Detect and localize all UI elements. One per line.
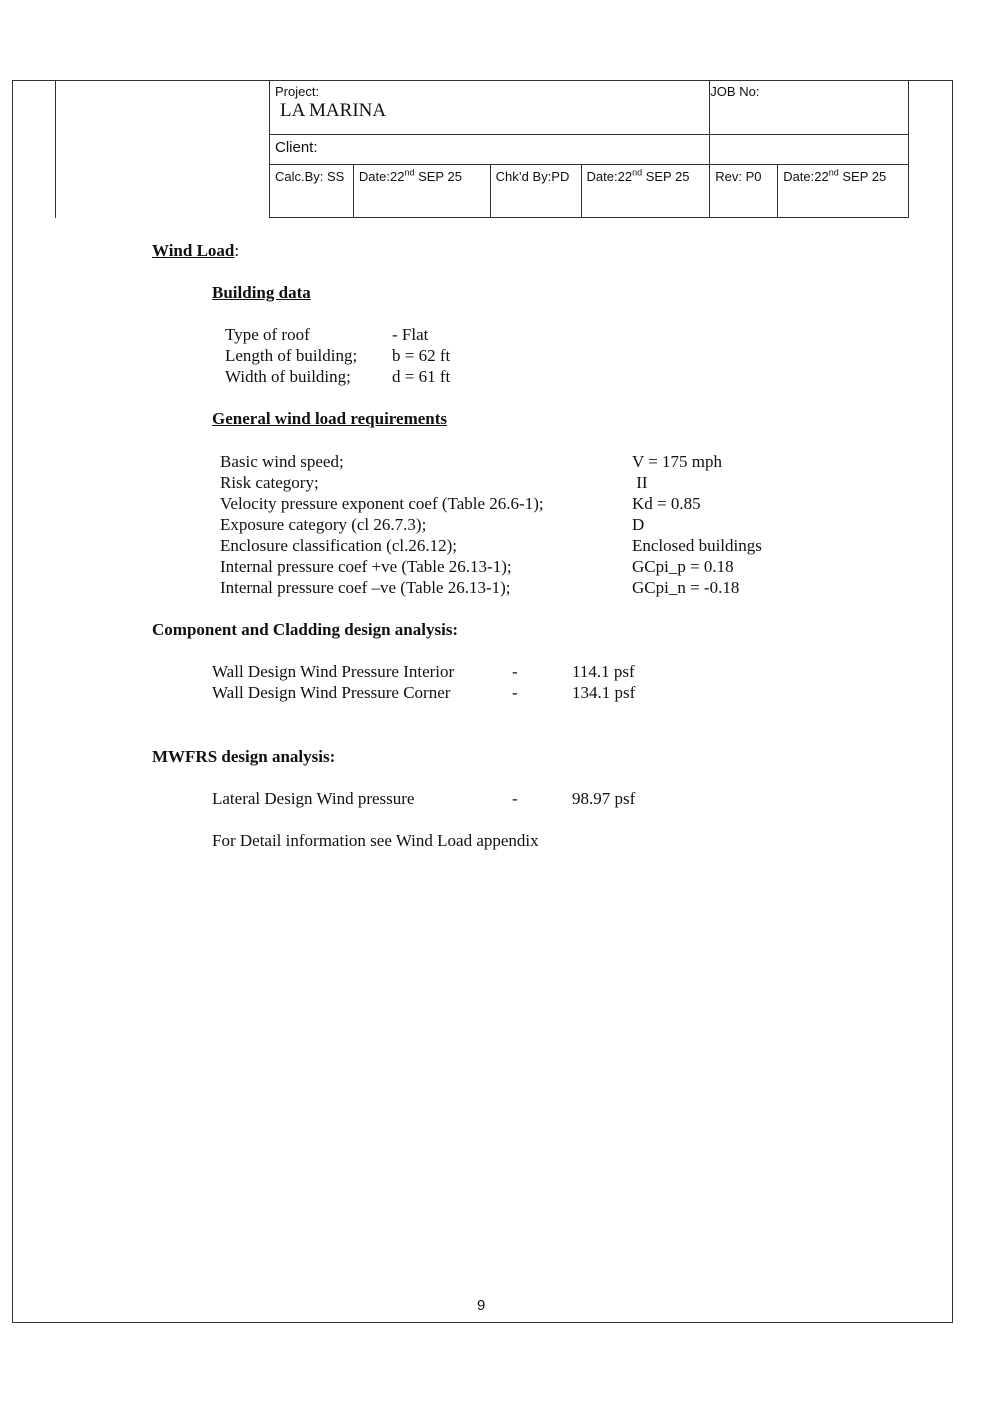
- date-calc: Date:22nd SEP 25: [358, 167, 462, 184]
- client-cell: [270, 135, 710, 165]
- cladding-value-0: 114.1 psf: [572, 662, 635, 681]
- cladding-dash-1: -: [512, 683, 518, 702]
- calc-by-cell: [270, 165, 354, 218]
- calc-by: Calc.By: SS: [275, 169, 345, 184]
- cladding-heading: Component and Cladding design analysis:: [152, 620, 459, 639]
- date2-cell: [581, 165, 710, 218]
- revision: Rev: P0: [715, 169, 762, 184]
- mwfrs-heading: MWFRS design analysis:: [152, 747, 336, 766]
- general-heading: General wind load requirements: [212, 409, 448, 428]
- job-label: JOB No:: [710, 84, 760, 99]
- checked-by: Chk’d By:PD: [495, 169, 570, 184]
- general-label-5: Internal pressure coef +ve (Table 26.13-1);: [220, 557, 512, 576]
- project-label: Project:: [275, 84, 320, 99]
- mwfrs-label-0: Lateral Design Wind pressure: [212, 789, 415, 808]
- general-value-4: Enclosed buildings: [632, 536, 762, 555]
- cladding-value-1: 134.1 psf: [572, 683, 636, 702]
- wind-load-colon: :: [234, 241, 240, 260]
- general-label-0: Basic wind speed;: [220, 452, 344, 471]
- general-label-3: Exposure category (cl 26.7.3);: [220, 515, 427, 534]
- cladding-label-0: Wall Design Wind Pressure Interior: [212, 662, 455, 681]
- mwfrs-dash-0: -: [512, 789, 518, 808]
- rev-cell: [710, 165, 778, 218]
- general-value-6: GCpi_n = -0.18: [632, 578, 740, 597]
- building-label-0: Type of roof: [225, 325, 310, 344]
- building-value-2: d = 61 ft: [392, 367, 451, 386]
- project-cell: [270, 81, 710, 135]
- general-value-1: II: [632, 473, 648, 492]
- client-label: Client:: [275, 139, 318, 156]
- page-number: 9: [477, 1297, 486, 1314]
- client-value-cell: [710, 135, 909, 165]
- general-label-1: Risk category;: [220, 473, 319, 492]
- building-label-1: Length of building;: [225, 346, 358, 365]
- general-value-5: GCpi_p = 0.18: [632, 557, 734, 576]
- appendix-note: For Detail information see Wind Load appendix: [212, 831, 539, 850]
- wind-load-title: Wind Load: [152, 241, 235, 260]
- building-value-0: - Flat: [392, 325, 429, 344]
- header-table: [269, 80, 909, 218]
- general-label-4: Enclosure classification (cl.26.12);: [220, 536, 457, 555]
- page-border: [12, 80, 953, 1323]
- building-label-2: Width of building;: [225, 367, 351, 386]
- header-left-rule: [55, 80, 56, 218]
- building-value-1: b = 62 ft: [392, 346, 451, 365]
- general-value-2: Kd = 0.85: [632, 494, 701, 513]
- general-label-2: Velocity pressure exponent coef (Table 26.6-1);: [220, 494, 544, 513]
- cladding-label-1: Wall Design Wind Pressure Corner: [212, 683, 451, 702]
- date-checked: Date:22nd SEP 25: [586, 167, 690, 184]
- general-label-6: Internal pressure coef –ve (Table 26.13-1);: [220, 578, 511, 597]
- section-title-wind-load: [152, 241, 239, 261]
- cladding-dash-0: -: [512, 662, 518, 681]
- general-value-3: D: [632, 515, 645, 534]
- general-value-0: V = 175 mph: [632, 452, 723, 471]
- date3-cell: [778, 165, 909, 218]
- mwfrs-value-0: 98.97 psf: [572, 789, 636, 808]
- project-name: LA MARINA: [280, 100, 387, 121]
- building-data-heading: Building data: [212, 283, 311, 302]
- checked-by-cell: [490, 165, 581, 218]
- job-cell: [710, 81, 909, 135]
- date1-cell: [353, 165, 490, 218]
- date-rev: Date:22nd SEP 25: [783, 167, 887, 184]
